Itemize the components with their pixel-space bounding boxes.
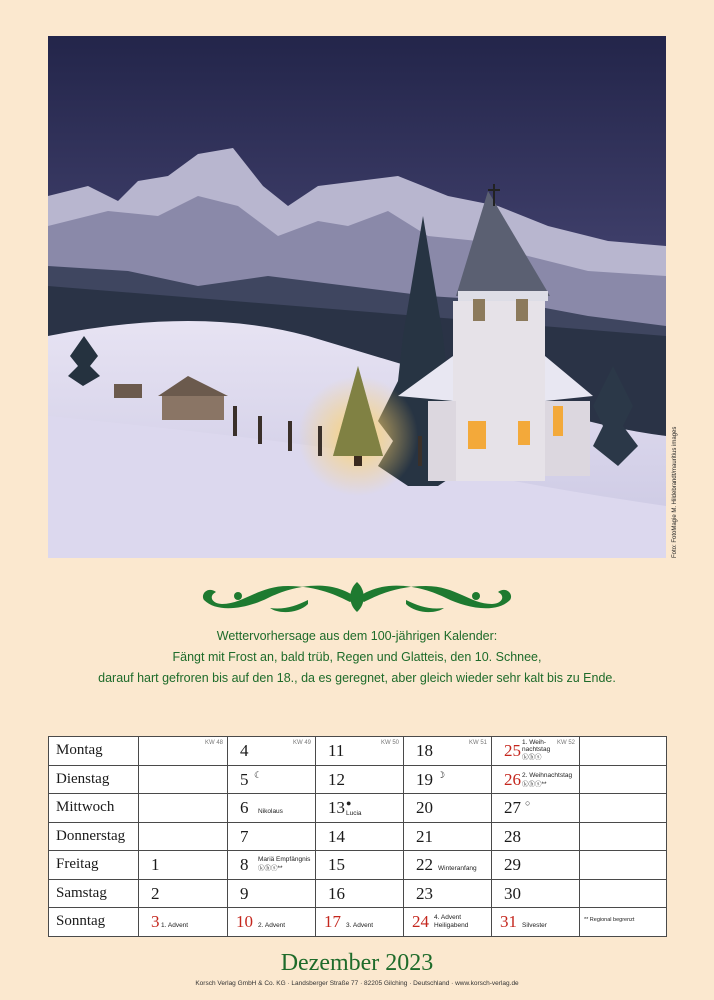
day-number: 7 <box>240 826 249 846</box>
day-number: 25 <box>504 741 521 760</box>
calendar-row-tuesday <box>49 765 667 794</box>
calendar-row-friday <box>49 851 667 880</box>
calendar-cell <box>228 765 316 794</box>
day-number: 16 <box>328 883 345 903</box>
day-number: 21 <box>416 826 433 846</box>
calendar-row-wednesday <box>49 794 667 823</box>
day-annotation: 1. Advent <box>161 922 189 929</box>
calendar-cell <box>139 822 228 851</box>
calendar-row-saturday <box>49 879 667 908</box>
calendar-cell <box>580 908 667 937</box>
day-annotation: ⓚⓑⓢ** <box>522 780 547 788</box>
calendar-cell <box>316 822 404 851</box>
calendar-week-label: KW 48 <box>204 740 223 746</box>
day-number: 5 <box>240 769 249 789</box>
weekday-label: Freitag <box>49 851 139 880</box>
day-annotation: Winteranfang <box>438 865 477 872</box>
day-annotation: 1. Weih- <box>522 739 547 746</box>
day-number: 22 <box>416 855 433 874</box>
calendar-cell <box>404 851 492 880</box>
calendar-cell <box>228 737 316 766</box>
day-annotation: Nikolaus <box>258 808 283 815</box>
day-number: 1 <box>151 855 160 874</box>
calendar-week-label: KW 51 <box>468 740 487 746</box>
calendar-cell <box>580 794 667 823</box>
weekday-label: Dienstag <box>49 765 139 794</box>
day-number: 4 <box>240 741 249 760</box>
winter-chapel-photo <box>48 36 666 558</box>
calendar-cell <box>492 765 580 794</box>
calendar-cell <box>492 908 580 937</box>
calendar-cell <box>580 851 667 880</box>
day-annotation: ⓚⓑⓢ <box>522 754 542 761</box>
calendar-cell <box>404 879 492 908</box>
day-annotation: Silvester <box>522 922 547 929</box>
moon-phase-icon: ☽ <box>437 769 446 780</box>
weather-forecast <box>60 626 654 689</box>
calendar-cell <box>228 851 316 880</box>
calendar-cell <box>139 879 228 908</box>
day-number: 6 <box>240 798 249 817</box>
day-number: 30 <box>504 883 521 903</box>
day-annotation: 3. Advent <box>346 922 374 929</box>
calendar-row-thursday <box>49 822 667 851</box>
calendar-cell <box>316 794 404 823</box>
day-number: 12 <box>328 769 345 789</box>
day-number: 20 <box>416 798 433 817</box>
publisher-info: Korsch Verlag GmbH & Co. KG · Landsberger Straße 77 · 82205 Gilching · Deutschland · www.korsch-verlag.de <box>195 980 519 987</box>
calendar-cell <box>580 737 667 766</box>
moon-phase-icon: ☾ <box>254 769 263 780</box>
calendar-cell <box>404 737 492 766</box>
day-number: 31 <box>500 912 517 931</box>
calendar-cell <box>404 765 492 794</box>
day-number: 27 <box>504 798 521 817</box>
day-number: 3 <box>151 912 160 931</box>
calendar-cell <box>139 737 228 766</box>
day-number: 11 <box>328 741 345 760</box>
calendar-cell <box>139 908 228 937</box>
photo-credit: Foto: FotoMagie M. Hildebrandt/mauritius images <box>672 426 678 558</box>
calendar-cell <box>316 879 404 908</box>
calendar-cell <box>492 737 580 766</box>
month-title: Dezember 2023 <box>280 950 434 976</box>
day-annotation: Heiligabend <box>434 922 469 929</box>
day-annotation: ⓚⓑⓢ** <box>258 865 283 872</box>
day-annotation: Mariä Empfängnis <box>258 856 311 863</box>
calendar-cell <box>316 851 404 880</box>
day-number: 8 <box>240 855 249 874</box>
calendar-cell <box>316 908 404 937</box>
regional-note: ** Regional begrenzt <box>584 917 635 923</box>
weekday-label: Sonntag <box>49 908 139 937</box>
weekday-label: Samstag <box>49 879 139 908</box>
calendar-week-label: KW 49 <box>292 740 311 746</box>
calendar-cell <box>492 851 580 880</box>
day-annotation: 2. Advent <box>258 922 286 929</box>
day-number: 17 <box>324 912 341 931</box>
calendar-cell <box>228 879 316 908</box>
day-number: 26 <box>504 769 521 789</box>
moon-phase-icon: ○ <box>525 798 531 808</box>
calendar-cell <box>139 851 228 880</box>
day-number: 24 <box>412 912 429 931</box>
calendar-cell <box>228 908 316 937</box>
calendar-grid <box>48 736 667 937</box>
calendar-week-label: KW 50 <box>380 740 399 746</box>
forecast-line-2: Fängt mit Frost an, bald trüb, Regen und Glatteis, den 10. Schnee, <box>172 650 542 664</box>
day-annotation: nachtstag <box>522 746 551 753</box>
moon-phase-icon: ● <box>346 798 352 808</box>
day-number: 19 <box>416 769 433 789</box>
day-number: 2 <box>151 883 160 903</box>
calendar-cell <box>492 794 580 823</box>
calendar-cell <box>316 737 404 766</box>
day-number: 23 <box>416 883 433 903</box>
weekday-label: Donnerstag <box>49 822 139 851</box>
day-number: 13 <box>328 798 345 817</box>
calendar-row-sunday <box>49 908 667 937</box>
calendar-cell <box>492 822 580 851</box>
calendar-cell <box>492 879 580 908</box>
weekday-label: Montag <box>49 737 139 766</box>
forecast-line-3: darauf hart gefroren bis auf den 18., da es geregnet, aber gleich wieder sehr kalt bis zu Ende. <box>98 671 616 685</box>
calendar-cell <box>404 908 492 937</box>
day-annotation: 2. Weihnachtstag <box>522 771 573 779</box>
calendar-cell <box>228 822 316 851</box>
day-annotation: Lucia <box>346 810 362 817</box>
day-number: 9 <box>240 883 249 903</box>
day-number: 28 <box>504 826 521 846</box>
forecast-line-1: Wettervorhersage aus dem 100-jährigen Kalender: <box>216 629 498 643</box>
calendar-cell <box>404 794 492 823</box>
calendar-cell <box>580 765 667 794</box>
day-number: 15 <box>328 855 345 874</box>
calendar-week-label: KW 52 <box>556 740 575 746</box>
calendar-row-monday <box>49 737 667 766</box>
day-number: 18 <box>416 741 433 760</box>
weekday-label: Mittwoch <box>49 794 139 823</box>
calendar-cell <box>404 822 492 851</box>
decorative-ornament-icon <box>198 578 516 618</box>
day-number: 14 <box>328 826 345 846</box>
day-annotation: 4. Advent <box>434 914 462 921</box>
calendar-cell <box>580 879 667 908</box>
day-number: 10 <box>236 912 253 931</box>
calendar-cell <box>228 794 316 823</box>
calendar-cell <box>139 765 228 794</box>
calendar-cell <box>316 765 404 794</box>
day-number: 29 <box>504 855 521 874</box>
calendar-cell <box>139 794 228 823</box>
calendar-cell <box>580 822 667 851</box>
